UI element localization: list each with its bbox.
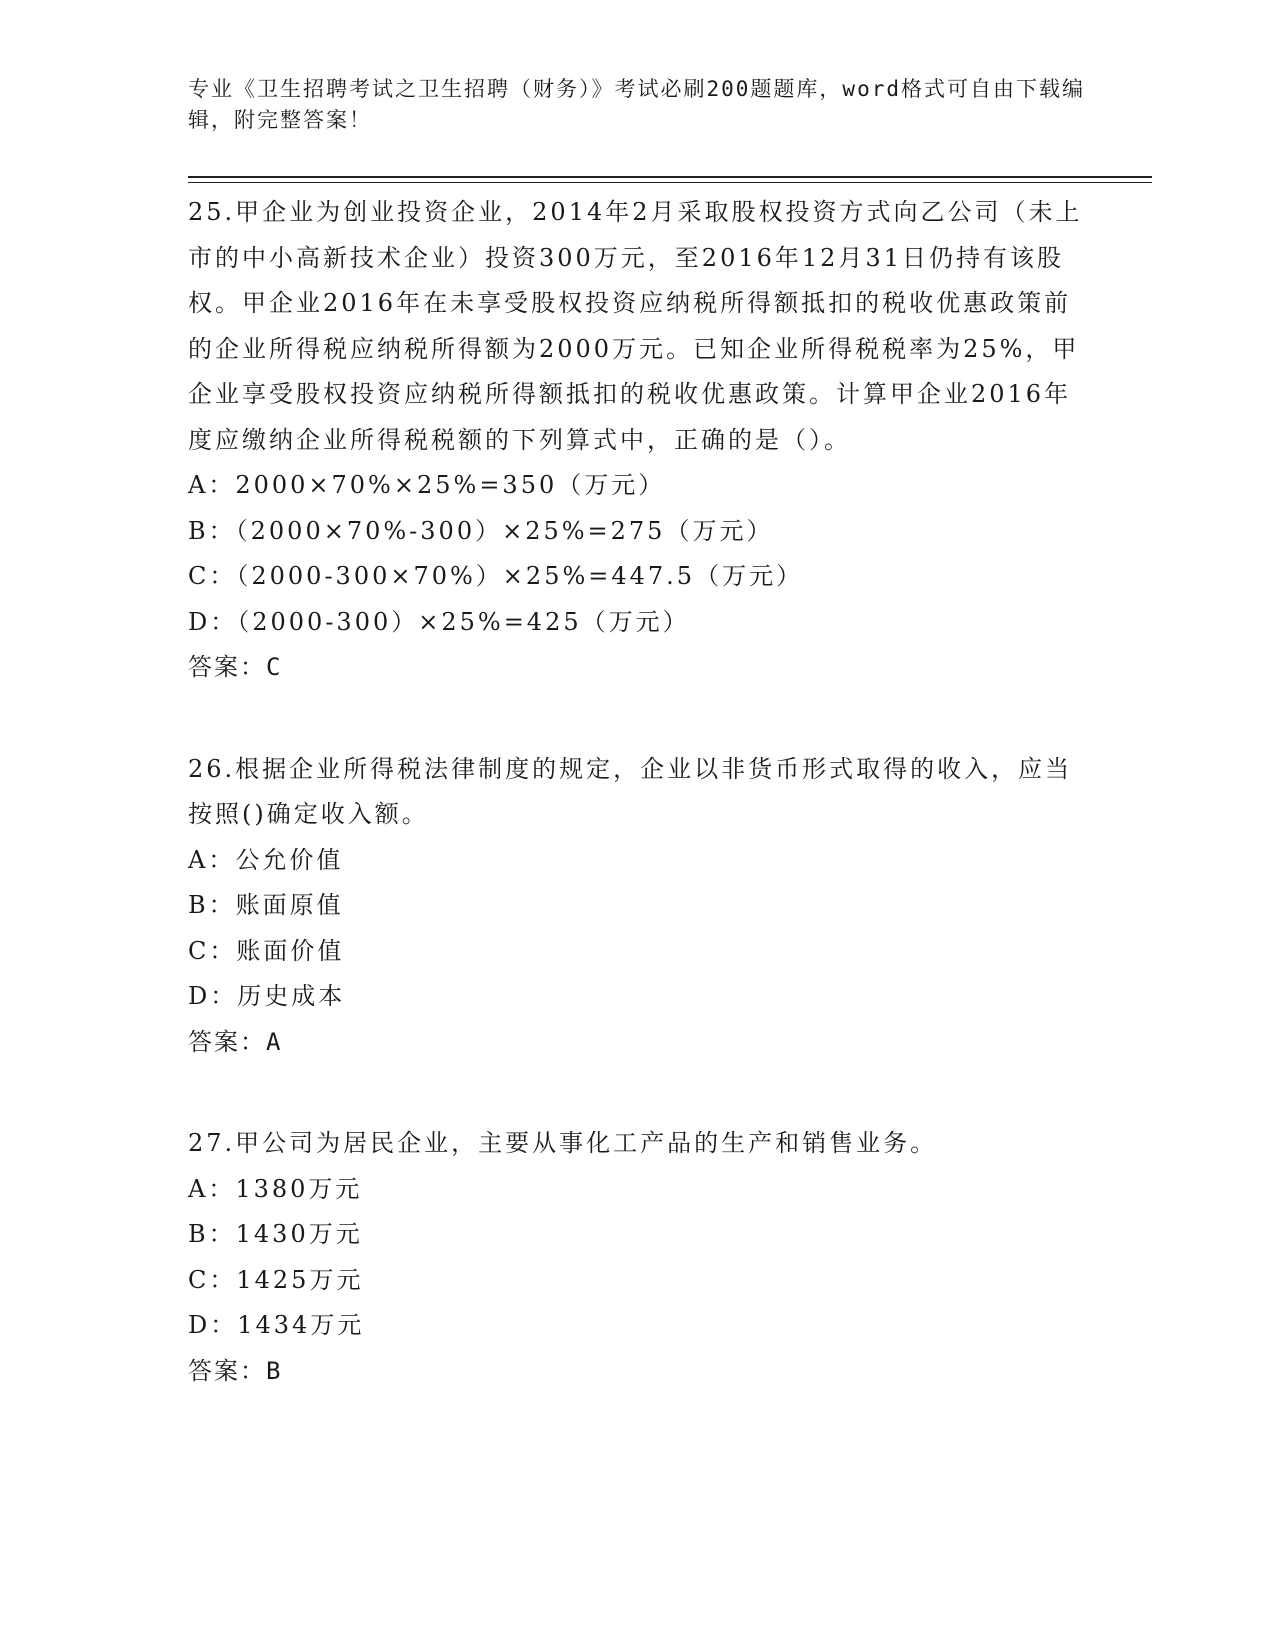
header-divider-thick [188, 176, 1152, 178]
question-27 [188, 1121, 1088, 1394]
question-stem: 27.甲公司为居民企业，主要从事化工产品的生产和销售业务。 [188, 1129, 938, 1157]
question-stem: 26.根据企业所得税法律制度的规定，企业以非货币形式取得的收入，应当按照()确定收入额。 [188, 754, 1073, 828]
option-a: A：1380万元 [188, 1174, 363, 1203]
answer: 答案：A [188, 1027, 283, 1056]
answer: 答案：C [188, 653, 283, 681]
option-b: B：1430万元 [188, 1220, 363, 1248]
option-a: A：公允价值 [188, 845, 344, 874]
option-d: D：历史成本 [188, 982, 346, 1010]
question-25 [188, 190, 1088, 691]
option-d: D：1434万元 [188, 1311, 365, 1339]
option-c: C：1425万元 [188, 1265, 364, 1294]
option-b: B：账面原值 [188, 891, 344, 919]
document-header: 专业《卫生招聘考试之卫生招聘（财务）》考试必刷200题题库，word格式可自由下载编辑，附完整答案！ [188, 77, 1085, 132]
option-a: A：2000×70%×25%=350（万元） [188, 471, 666, 499]
option-b: B：（2000×70%-300）×25%=275（万元） [188, 516, 774, 545]
header-divider-thin [188, 182, 1152, 183]
question-stem: 25.甲企业为创业投资企业，2014年2月采取股权投资方式向乙公司（未上市的中小高新技术企业）投资300万元，至2016年12月31日仍持有该股权。甲企业2016年在未享受股权投资应纳税所得额抵扣的税收优惠政策前的企业所得税应纳税所得额为2000万元。已知企业所得税税率为25%，甲企业享受股权投资应纳税所得额抵扣的税收优惠政策。计算甲企业2016年度应缴纳企业所得税税额的下列算式中，正确的是（）。 [188, 198, 1083, 454]
option-d: D：（2000-300）×25%=425（万元） [188, 607, 690, 636]
option-c: C：（2000-300×70%）×25%=447.5（万元） [188, 562, 804, 590]
question-list [188, 190, 1088, 1450]
answer: 答案：B [188, 1356, 283, 1385]
question-26 [188, 747, 1088, 1066]
option-c: C：账面价值 [188, 936, 345, 965]
